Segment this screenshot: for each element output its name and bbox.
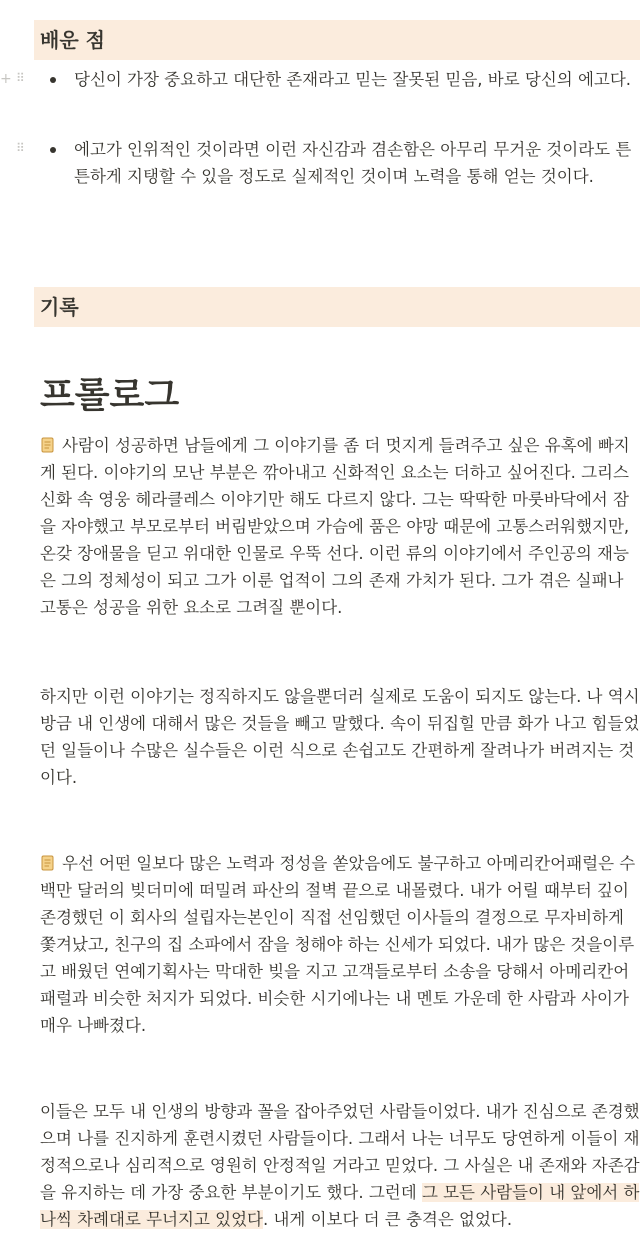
bullet-item[interactable] <box>40 136 640 226</box>
prologue-paragraph-3[interactable] <box>40 850 640 1090</box>
scroll-icon <box>40 436 56 454</box>
drag-handle-icon[interactable]: ⠿ <box>16 71 26 85</box>
section-heading-learned-text: 배운 점 <box>40 28 105 52</box>
section-heading-record[interactable] <box>34 287 640 327</box>
add-block-icon[interactable]: + <box>0 71 12 87</box>
bullet-item-text: 당신이 가장 중요하고 대단한 존재라고 믿는 잘못된 믿음, 바로 당신의 에고다. <box>74 70 632 89</box>
bullet-item[interactable] <box>40 66 640 126</box>
drag-handle-icon[interactable]: ⠿ <box>16 141 26 155</box>
prologue-paragraph-4[interactable] <box>40 1098 640 1258</box>
bullet-dot-icon <box>50 77 56 83</box>
paragraph-text: 하지만 이런 이야기는 정직하지도 않을뿐더러 실제로 도움이 되지도 않는다. 나 역시 방금 내 인생에 대해서 많은 것들을 빼고 말했다. 속이 뒤집힐 만큼 화가 나고 힘들었던 일들이나 수많은 실수들은 이런 식으로 손쉽고도 간편하게 잘려나가 버려지는 것이다. <box>40 687 640 787</box>
section-heading-record-text: 기록 <box>40 295 79 319</box>
section-heading-learned[interactable] <box>34 20 640 60</box>
paragraph-text: 이들은 모두 내 인생의 방향과 꼴을 잡아주었던 사람들이었다. 내가 진심으로 존경했으며 나를 진지하게 훈련시켰던 사람들이다. 그래서 나는 너무도 당연하게 이들이 재정적으로나 심리적으로 영원히 안정적일 거라고 믿었다. 그 사실은 내 존재와 자존감을 유지하는 데 가장 중요한 부분이기도 했다. 그런데 <box>40 1102 640 1202</box>
bullet-dot-icon <box>50 147 56 153</box>
paragraph-text: . 내게 이보다 더 큰 충격은 없었다. <box>262 1210 513 1229</box>
prologue-paragraph-2[interactable] <box>40 683 640 795</box>
highlighted-text: 그 모든 사람들이 내 앞에서 하나씩 차례대로 무너지고 있었다 <box>40 1183 640 1229</box>
bullet-item-text: 에고가 인위적인 것이라면 이런 자신감과 겸손함은 아무리 무거운 것이라도 튼튼하게 지탱할 수 있을 정도로 실제적인 것이며 노력을 통해 얻는 것이다. <box>74 140 632 186</box>
paragraph-text: 우선 어떤 일보다 많은 노력과 정성을 쏟았음에도 불구하고 아메리칸어패럴은 수백만 달러의 빚더미에 떠밀려 파산의 절벽 끝으로 내몰렸다. 내가 어릴 때부터 깊이 존경했던 이 회사의 설립자는본인이 직접 선임했던 이사들의 결정으로 무자비하게 쫓겨났고, 친구의 집 소파에서 잠을 청해야 하는 신세가 되었다. 내가 많은 것을이루고 배웠던 연예기획사는 막대한 빚을 지고 고객들로부터 소송을 당해서 아메리칸어패럴과 비슷한 처지가 되었다. 비슷한 시기에나는 내 멘토 가운데 한 사람과 사이가 매우 나빠졌다. <box>40 854 636 1035</box>
paragraph-text: 사람이 성공하면 남들에게 그 이야기를 좀 더 멋지게 들려주고 싶은 유혹에 빠지게 된다. 이야기의 모난 부분은 깎아내고 신화적인 요소는 더하고 싶어진다. 그리스신화 속 영웅 헤라클레스 이야기만 해도 다르지 않다. 그는 딱딱한 마룻바닥에서 잠을 자야했고 부모로부터 버림받았으며 가슴에 품은 야망 때문에 고통스러워했지만, 온갖 장애물을 딛고 위대한 인물로 우뚝 선다. 이런 류의 이야기에서 주인공의 재능은 그의 정체성이 되고 그가 이룬 업적이 그의 존재 가치가 된다. 그가 겪은 실패나 고통은 성공을 위한 요소로 그려질 뿐이다. <box>40 436 630 617</box>
prologue-paragraph-1[interactable] <box>40 432 640 672</box>
prologue-title[interactable]: 프롤로그 <box>40 375 180 416</box>
scroll-icon <box>40 854 56 872</box>
